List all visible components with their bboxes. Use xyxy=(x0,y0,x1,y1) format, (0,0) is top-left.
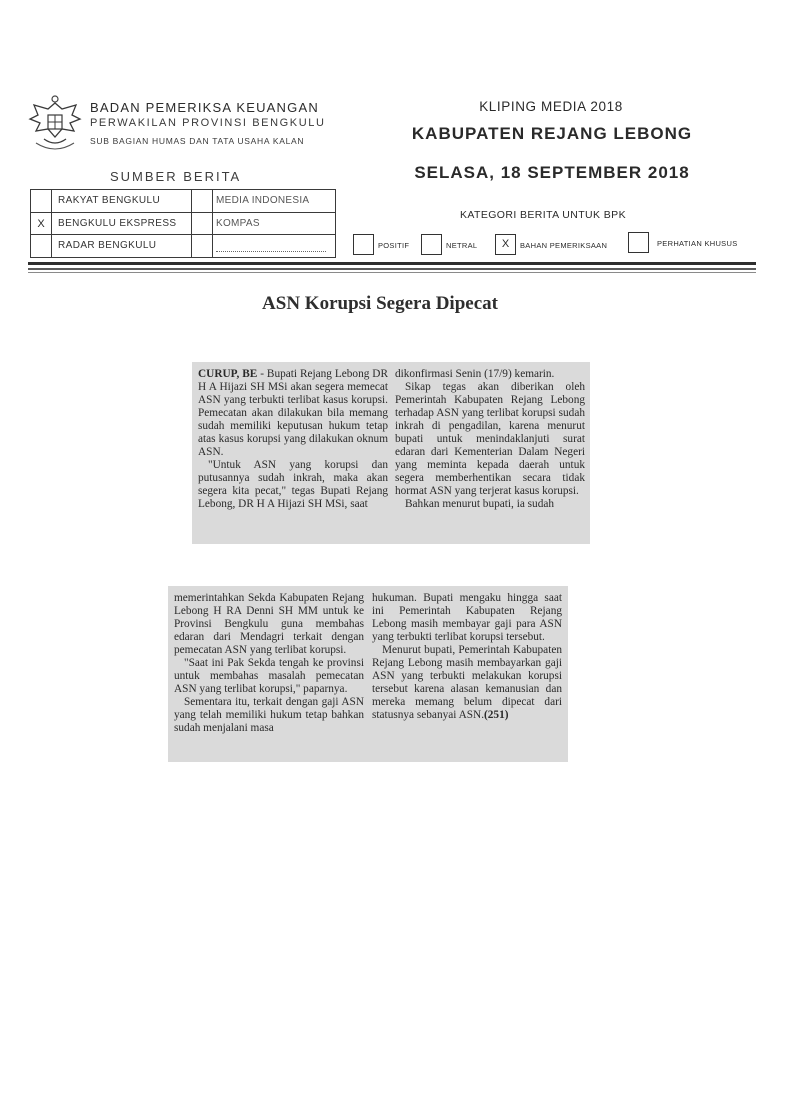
source-mark-right[interactable] xyxy=(191,213,213,235)
org-name: BADAN PEMERIKSA KEUANGAN xyxy=(90,100,319,115)
source-row xyxy=(31,190,335,212)
article-paragraph: Menurut bupati, Pemerintah Kabupaten Rejang Lebong masih membayarkan gaji ASN yang terbukti melakukan korupsi tersebut karena alasan kemanusian dan mereka memang belum dipecat dari statusnya sebanyai ASN.(251) xyxy=(372,644,562,721)
source-right: MEDIA INDONESIA xyxy=(216,195,310,206)
category-title: KATEGORI BERITA UNTUK BPK xyxy=(460,209,626,221)
article-paragraph: Bahkan menurut bupati, ia sudah xyxy=(405,498,555,510)
news-clipping-1 xyxy=(192,362,590,544)
category-positif-checkbox[interactable] xyxy=(353,234,374,255)
article-column xyxy=(372,592,562,722)
source-mark[interactable]: X xyxy=(31,213,52,235)
author-code: (251) xyxy=(484,709,509,721)
date-title: SELASA, 18 SEPTEMBER 2018 xyxy=(414,163,690,182)
category-perhatian-khusus-label: PERHATIAN KHUSUS xyxy=(657,239,738,248)
source-left: BENGKULU EKSPRESS xyxy=(58,218,177,229)
source-right: KOMPAS xyxy=(216,218,260,229)
article-paragraph: memerintahkan Sekda Kabupaten Rejang Lebong H RA Denni SH MM untuk ke Provinsi Bengkulu guna membahas edaran dari Mendagri terkait dengan pemecatan ASN yang terlibat korupsi. xyxy=(174,592,364,656)
category-positif-label: POSITIF xyxy=(378,241,410,250)
article-dateline: CURUP, BE xyxy=(198,368,258,380)
kliping-title: KLIPING MEDIA 2018 xyxy=(479,99,623,114)
divider xyxy=(28,268,756,270)
region-title: KABUPATEN REJANG LEBONG xyxy=(411,124,693,143)
article-paragraph: dikonfirmasi Senin (17/9) kemarin. xyxy=(395,368,555,380)
category-bahan-pemeriksaan-label: BAHAN PEMERIKSAAN xyxy=(520,241,608,250)
source-right xyxy=(216,235,334,257)
source-row xyxy=(31,234,335,257)
source-left: RADAR BENGKULU xyxy=(58,240,157,251)
category-netral-label: NETRAL xyxy=(446,241,478,250)
article-paragraph: Sikap tegas akan diberikan oleh Pemerintah Kabupaten Rejang Lebong terhadap ASN yang terlibat korupsi sudah inkrah di pengadilan, karena menurut bupati untuk menindaklanjuti surat edaran dari Kementerian Dalam Negeri yang meminta kepada daerah untuk segera memberhentikan secara tidak hormat ASN yang terjerat kasus korupsi. xyxy=(395,381,585,497)
divider xyxy=(28,262,756,265)
category-netral-checkbox[interactable] xyxy=(421,234,442,255)
article-paragraph: CURUP, BE - Bupati Rejang Lebong DR H A Hijazi SH MSi akan segera memecat ASN yang terbukti terlibat kasus korupsi. Pemecatan akan dilakukan bila memang sudah memiliki keputusan hukum tetap atas kasus korupsi yang dilakukan oknum ASN. xyxy=(198,368,388,458)
article-column xyxy=(395,368,585,511)
article-paragraph: "Untuk ASN yang korupsi dan putusannya sudah inkrah, maka akan segera kita pecat," tegas Bupati Rejang Lebong, DR H A Hijazi SH MSi, saat xyxy=(198,459,388,510)
article-column xyxy=(198,368,388,511)
article-column xyxy=(174,592,364,735)
source-left: RAKYAT BENGKULU xyxy=(58,195,161,206)
category-bahan-pemeriksaan-checkbox[interactable]: X xyxy=(495,234,516,255)
sources-table xyxy=(30,189,336,258)
source-mark-right[interactable] xyxy=(191,235,213,257)
divider xyxy=(28,272,756,273)
source-row xyxy=(31,212,335,235)
article-paragraph: "Saat ini Pak Sekda tengah ke provinsi untuk membahas masalah pemecatan ASN yang terlibat korupsi," paparnya. xyxy=(174,657,364,695)
source-mark-right[interactable] xyxy=(191,190,213,212)
article-paragraph: Sementara itu, terkait dengan gaji ASN yang telah memiliki hukum tetap bahkan sudah menjalani masa xyxy=(174,696,364,734)
category-perhatian-khusus-checkbox[interactable] xyxy=(628,232,649,253)
source-mark[interactable] xyxy=(31,190,52,212)
garuda-emblem-icon xyxy=(26,93,84,157)
article-headline: ASN Korupsi Segera Dipecat xyxy=(262,293,498,314)
blank-line xyxy=(216,251,326,252)
article-paragraph: hukuman. Bupati mengaku hingga saat ini Pemerintah Kabupaten Rejang Lebong masih membayar gaji para ASN yang terbukti terlibat korupsi tersebut. xyxy=(372,592,562,643)
org-subdivision: SUB BAGIAN HUMAS DAN TATA USAHA KALAN xyxy=(90,136,305,146)
source-mark[interactable] xyxy=(31,235,52,257)
org-branch: PERWAKILAN PROVINSI BENGKULU xyxy=(90,117,326,129)
news-clipping-2 xyxy=(168,586,568,762)
sources-title: SUMBER BERITA xyxy=(110,169,242,184)
